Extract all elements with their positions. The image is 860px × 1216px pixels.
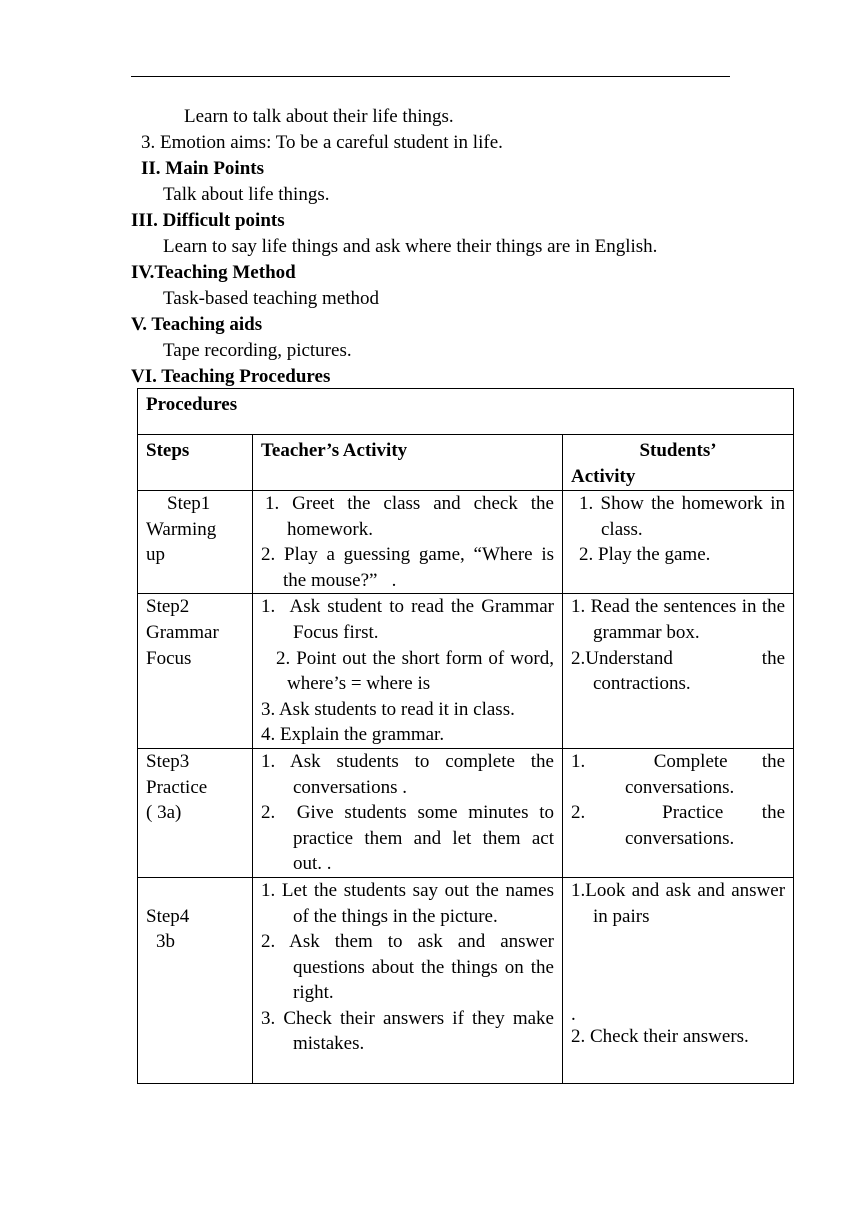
header-students-activity — [563, 435, 794, 491]
table-header-row — [138, 435, 794, 491]
step-cell — [138, 877, 253, 1083]
header-rule — [131, 76, 730, 77]
main-points-text: Talk about life things. — [163, 184, 330, 205]
table-row — [138, 877, 794, 1083]
emotion-aims: 3. Emotion aims: To be a careful student in life. — [141, 132, 503, 153]
header-teacher-activity: Teacher’s Activity — [253, 435, 563, 491]
step-label: Step2 — [146, 596, 190, 618]
step-label: ( 3a) — [146, 802, 182, 824]
table-title-row — [138, 389, 794, 435]
header-steps: Steps — [138, 435, 253, 491]
teaching-method-text: Task-based teaching method — [163, 288, 380, 309]
teacher-activity-cell — [253, 491, 563, 594]
table-row — [138, 491, 794, 594]
teacher-activity-cell — [253, 877, 563, 1083]
teacher-activity-cell — [253, 748, 563, 877]
step-cell — [138, 491, 253, 594]
teacher-activity-item: 1. Ask students to complete the conversations . — [261, 750, 554, 798]
students-activity-item: . — [571, 1003, 576, 1025]
step-label: Step3 — [146, 750, 190, 772]
teacher-activity-item: 2. Ask them to ask and answer questions about the things on the right. — [261, 931, 554, 1004]
step-label: Practice — [146, 776, 208, 798]
teacher-activity-item: 2. Point out the short form of word, where’s = where is — [276, 647, 554, 695]
teacher-activity-item: 1. Ask student to read the Grammar Focus first. — [261, 596, 554, 643]
heading-teaching-method: IV.Teaching Method — [131, 262, 296, 283]
step-cell — [138, 748, 253, 877]
students-activity-item: 1.Look and ask and answer in pairs — [571, 879, 786, 927]
teacher-activity-item: 1. Let the students say out the names of the things in the picture. — [261, 879, 554, 927]
header-students-line2: Activity — [571, 465, 636, 487]
intro-line-1: Learn to talk about their life things. — [184, 106, 454, 127]
students-activity-cell — [563, 594, 794, 749]
students-activity-cell — [563, 877, 794, 1083]
teacher-activity-item: 2. Play a guessing game, “Where is the mouse?” . — [261, 544, 554, 591]
teacher-activity-item: 1. Greet the class and check the homework. — [265, 493, 554, 540]
step-label: 3b — [156, 931, 175, 953]
heading-difficult-points: III. Difficult points — [131, 210, 285, 231]
step-label: Warming — [146, 518, 217, 540]
teacher-activity-item: 3. Check their answers if they make mistakes. — [261, 1007, 554, 1055]
teaching-aids-text: Tape recording, pictures. — [163, 340, 352, 361]
students-activity-cell — [563, 491, 794, 594]
step-label: Step4 — [146, 905, 190, 927]
table-row — [138, 748, 794, 877]
teacher-activity-item: 4. Explain the grammar. — [261, 724, 445, 746]
students-activity-item: 1. Complete the conversations. — [571, 750, 786, 798]
teacher-activity-cell — [253, 594, 563, 749]
step-label: up — [146, 544, 165, 566]
step-label: Step1 — [167, 493, 211, 514]
table-title: Procedures — [138, 389, 794, 435]
students-activity-item: 2.Understand the contractions. — [571, 647, 786, 695]
students-activity-cell — [563, 748, 794, 877]
heading-teaching-aids: V. Teaching aids — [131, 314, 263, 335]
teacher-activity-item: 2. Give students some minutes to practice them and let them act out. . — [261, 802, 554, 875]
students-activity-item: 2. Check their answers. — [571, 1025, 749, 1047]
teacher-activity-item: 3. Ask students to read it in class. — [261, 698, 515, 720]
heading-teaching-procedures: VI. Teaching Procedures — [131, 366, 331, 387]
table-row — [138, 594, 794, 749]
step-label: Grammar — [146, 621, 219, 643]
students-activity-item: 2. Practice the conversations. — [571, 802, 786, 849]
students-activity-item: 2. Play the game. — [579, 544, 711, 566]
difficult-points-text: Learn to say life things and ask where their things are in English. — [163, 236, 658, 257]
header-students-line1: Students’ — [639, 440, 717, 461]
students-activity-item: 1. Show the homework in class. — [579, 493, 786, 540]
heading-main-points: II. Main Points — [141, 158, 264, 179]
step-cell — [138, 594, 253, 749]
procedures-table — [137, 388, 794, 1084]
step-label: Focus — [146, 647, 192, 669]
students-activity-item: 1. Read the sentences in the grammar box. — [571, 596, 786, 643]
